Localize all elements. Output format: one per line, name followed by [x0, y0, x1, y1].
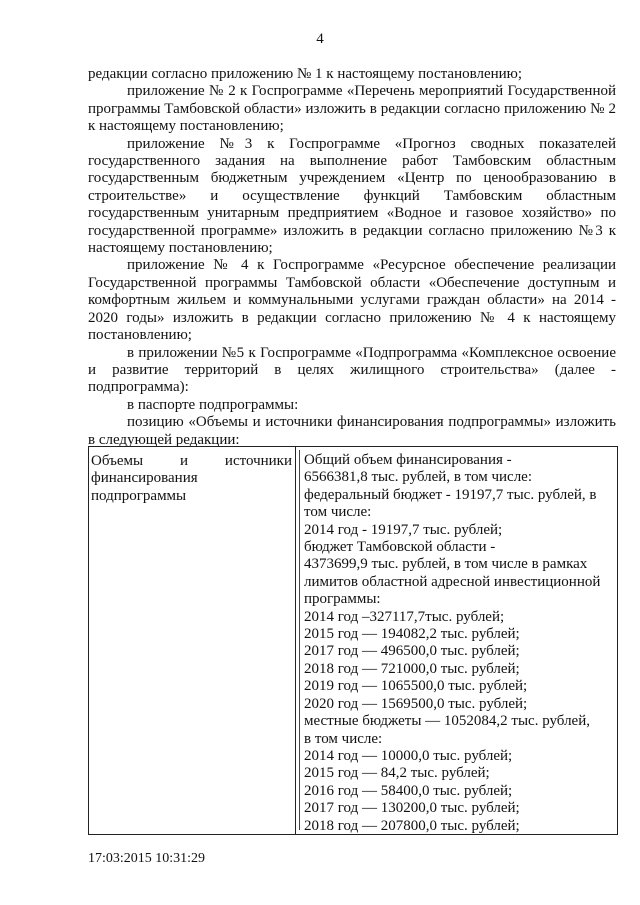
- table-cell-label: [89, 447, 296, 835]
- financing-line: местные бюджеты — 1052084,2 тыс. рублей,: [304, 713, 590, 730]
- financing-line: 2016 год — 58400,0 тыс. рублей;: [304, 782, 513, 799]
- paragraph: приложение № 2 к Госпрограмме «Перечень мероприятий Государственной программы Тамбовской области» изложить в редакции согласно приложению № 2 к настоящему постановлению;: [88, 83, 616, 135]
- paragraph: в приложении №5 к Госпрограмме «Подпрограмма «Комплексное освоение и развитие территорий в целях жилищного строительства» (далее - подпрограмма):: [88, 344, 616, 396]
- paragraph: редакции согласно приложению № 1 к настоящему постановлению;: [88, 66, 523, 82]
- financing-line: 2014 год - 19197,7 тыс. рублей;: [304, 521, 503, 538]
- financing-line: Общий объем финансирования -: [304, 452, 512, 468]
- page-number: 4: [316, 31, 324, 47]
- financing-line: том числе:: [304, 504, 372, 521]
- financing-line: 6566381,8 тыс. рублей, в том числе:: [304, 469, 533, 486]
- financing-line: в том числе:: [304, 730, 383, 747]
- paragraph: позицию «Объемы и источники финансирования подпрограммы» изложить в следующей редакции:: [88, 414, 616, 448]
- financing-line: 2015 год — 84,2 тыс. рублей;: [304, 765, 490, 782]
- financing-line: 2017 год — 496500,0 тыс. рублей;: [304, 643, 520, 660]
- paragraph: приложение №3 к Госпрограмме «Прогноз сводных показателей государственного задания на выполнение работ Тамбовским областным государственным бюджетным учреждением «Центр по ценообразованию в строительстве» и осуществление функций Тамбовским областным государственным унитарным предприятием «Водное и газовое хозяйство» по государственной программе» изложить в редакции согласно приложению №3 к настоящему постановлению;: [88, 135, 616, 257]
- paragraph: приложение № 4 к Госпрограмме «Ресурсное обеспечение реализации Государственной программы Тамбовской области «Обеспечение доступным и комфортным жильем и коммунальными услугами граждан области» на 2014 - 2020 годы» изложить в редакции согласно приложению № 4 к настоящему постановлению;: [88, 257, 616, 344]
- label-word: и: [179, 453, 189, 469]
- paragraph: в паспорте подпрограммы:: [127, 396, 299, 413]
- financing-line: 2020 год — 1569500,0 тыс. рублей;: [304, 695, 528, 712]
- label-word: источники: [224, 453, 292, 469]
- table-cell-value: [296, 447, 618, 835]
- financing-line: 4373699,9 тыс. рублей, в том числе в рамках: [304, 556, 588, 573]
- body-text: [88, 66, 616, 449]
- financing-line: 2018 год — 207800,0 тыс. рублей;: [304, 817, 520, 834]
- label-line: подпрограммы: [91, 487, 187, 504]
- financing-line: 2014 год –327117,7тыс. рублей;: [304, 608, 505, 625]
- financing-line: бюджет Тамбовской области -: [304, 539, 496, 556]
- financing-table: [88, 446, 618, 835]
- financing-line: 2018 год — 721000,0 тыс. рублей;: [304, 660, 520, 677]
- financing-line: федеральный бюджет - 19197,7 тыс. рублей, в: [304, 486, 597, 503]
- financing-line: 2019 год — 1065500,0 тыс. рублей;: [304, 678, 528, 695]
- footer-timestamp: 17:03:2015 10:31:29: [88, 851, 206, 866]
- financing-line: 2017 год — 130200,0 тыс. рублей;: [304, 800, 520, 817]
- financing-line: лимитов областной адресной инвестиционной: [304, 573, 601, 590]
- financing-line: 2014 год — 10000,0 тыс. рублей;: [304, 747, 513, 764]
- financing-line: программы:: [304, 591, 381, 608]
- table-row: [89, 447, 618, 835]
- label-line: финансирования: [91, 470, 198, 487]
- label-word: Объемы: [91, 453, 144, 469]
- financing-line: 2015 год — 194082,2 тыс. рублей;: [304, 626, 520, 643]
- financing-details: [299, 450, 613, 834]
